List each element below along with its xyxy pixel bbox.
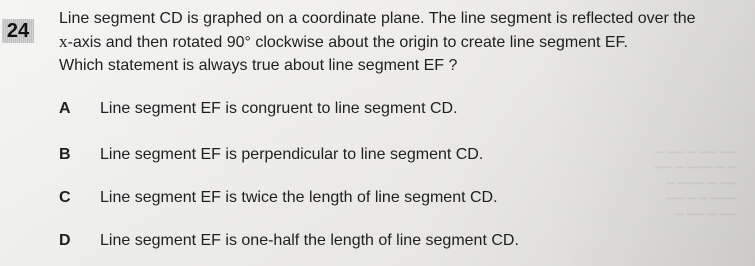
answer-choice-letter: C — [59, 189, 71, 206]
show-through-mark: ▔ ▔▔ ▔ ▔▔ — [675, 215, 737, 227]
answer-choice-text: Line segment EF is one-half the length of line segment CD. — [100, 232, 519, 249]
question-stem — [59, 7, 749, 77]
question-stem-line-3: Which statement is always true about line segment EF ? — [59, 57, 458, 74]
answer-choice-text: Line segment EF is perpendicular to line segment CD. — [100, 146, 484, 163]
question-stem-line-2 — [59, 30, 749, 54]
show-through-mark: ▔▔ ▔ ▔ ▔▔▔ — [666, 199, 737, 211]
question-stem-line-1: Line segment CD is graphed on a coordinate plane. The line segment is reflected over the — [59, 10, 696, 27]
show-through-mark: ▔ ▔▔▔ ▔ ▔▔ — [666, 184, 737, 196]
answer-choice-letter: A — [59, 100, 71, 117]
answer-choice-text: Line segment EF is congruent to line segment CD. — [100, 100, 458, 117]
show-through-mark: ▔▔ ▔ ▔▔▔ ▔ ▔ — [654, 168, 737, 180]
answer-choice-letter: D — [59, 232, 71, 249]
x-variable: x — [59, 32, 68, 51]
answer-choice-text: Line segment EF is twice the length of line segment CD. — [100, 189, 498, 206]
answer-choice-b[interactable] — [59, 143, 749, 167]
show-through-mark: ▔ ▔▔ ▔ ▔▔ ▔▔ — [654, 153, 737, 165]
question-stem-line-2-text: -axis and then rotated 90° clockwise about the origin to create line segment EF. — [67, 34, 628, 51]
answer-choice-c[interactable] — [59, 186, 749, 210]
answer-choice-d[interactable] — [59, 229, 749, 253]
question-number: 24 — [2, 19, 34, 43]
answer-choice-a[interactable] — [59, 97, 749, 121]
answer-choice-letter: B — [59, 146, 71, 163]
